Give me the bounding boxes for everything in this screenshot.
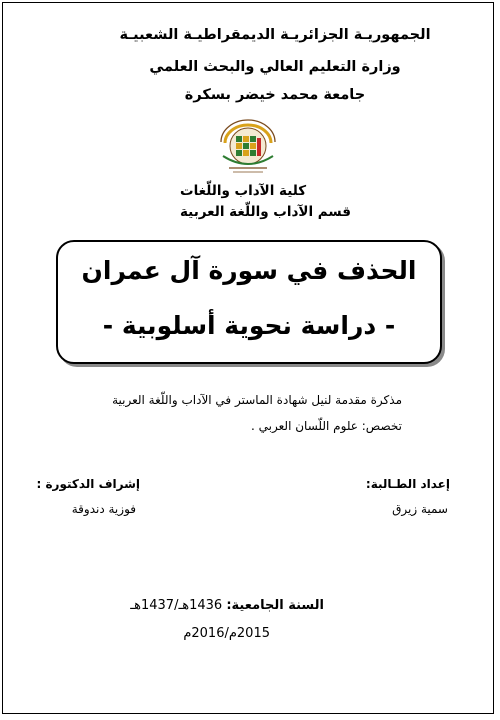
academic-year-hijri: 1436هـ/1437هـ [130,598,223,613]
university-emblem-icon [203,112,293,180]
memo-specialty: تخصص: علوم اللّسان العربي . [251,419,402,433]
ministry-heading: وزارة التعليم العالي والبحث العلمي [149,59,401,75]
academic-year-row [130,598,324,613]
thesis-title-box [56,240,442,364]
student-label: إعداد الطـالبة: [365,477,450,491]
department-name: قسم الآداب واللّغة العربية [180,204,351,220]
memo-purpose: مذكرة مقدمة لنيل شهادة الماستر في الآداب واللّغة العربية [112,393,402,407]
student-name: سمية زيرق [392,502,448,516]
faculty-name: كلية الآداب واللّغات [180,183,307,199]
republic-heading: الجمهوريـة الجزائريـة الديمقراطيـة الشعبيـة [119,27,431,43]
academic-year-label: السنة الجامعية: [226,598,324,613]
academic-year-gregorian: 2015م/2016م [183,626,270,641]
supervisor-label: إشراف الدكتورة : [36,477,140,491]
thesis-title: الحذف في سورة آل عمران [81,256,417,285]
thesis-subtitle: - دراسة نحوية أسلوبية - [102,311,396,340]
supervisor-name: فوزية دندوقة [71,502,136,516]
university-heading: جامعة محمد خيضر بسكرة [184,87,366,103]
